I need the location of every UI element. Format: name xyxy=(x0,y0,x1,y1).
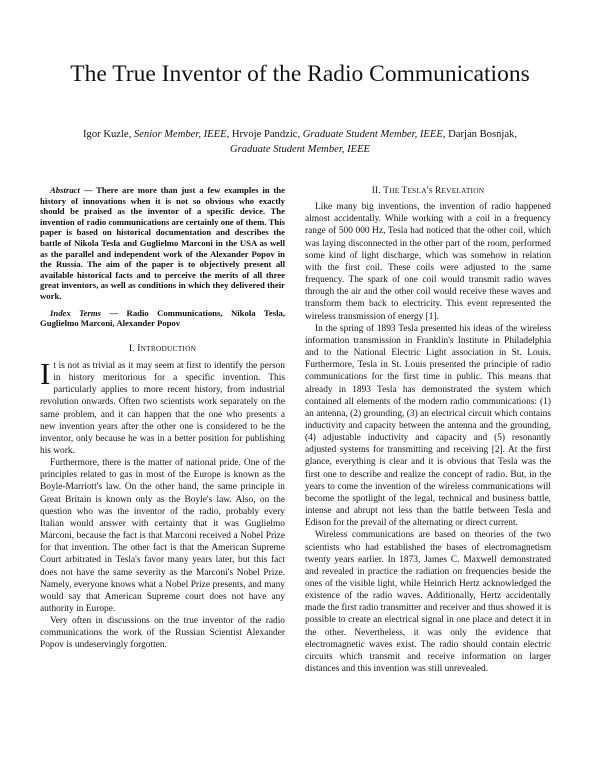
section-heading-introduction: I. INTRODUCTION xyxy=(128,343,197,354)
author-affiliation: Graduate Student Member, IEEE xyxy=(229,143,371,155)
author-affiliation: Graduate Student Member, IEEE xyxy=(302,129,443,140)
intro-paragraph-2: Furthermore, there is the matter of national pride. One of the principles related to gas in most of the Europe is known as the Boyle-Marriott's law. On the other hand, the same principle in Great Britain is known only as the Boyle's law. Also, on the question who was the inventor of the radio, probably every Italian would answer with certainty that it was Guglielmo Marconi, because the fact is that Marconi received a Nobel Prize for that invention. The other fact is that the American Supreme Court arbitrated in Tesla's favor many years later, but this fact does not have the same severity as the Marconi's Nobel Prize. Namely, everyone knows what a Nobel Prize presents, and many would say that American Supreme court does not have any authority in Europe. xyxy=(40,458,285,614)
drop-cap: I xyxy=(40,355,51,391)
index-terms-label: Index Terms xyxy=(50,307,102,318)
index-terms-text: — Radio Communications, Nikola Tesla, Guglielmo Marconi, Alexander Popov xyxy=(40,307,285,329)
author-name-pandzic: , Hrvoje Pandzic, xyxy=(226,129,303,140)
right-column xyxy=(305,185,551,675)
abstract-text: — There are more than just a few examples in the history of innovations when it is not so obvious who exactly should be praised as the inventor of a specific device. The invention of radio communications are certainly one of them. This paper is based on historical documentation and describes the battle of Nikola Tesla and Guglielmo Marconi in the USA as well as the parallel and independent work of the Alexander Popov in the Russia. The aim of the paper is to objectively present all available historical facts and to perceive the merits of all three great inventors, as well as conditions in which they delivered their work. xyxy=(40,185,285,301)
left-column xyxy=(40,185,285,652)
author-name-kuzle: Igor Kuzle, xyxy=(83,129,134,140)
author-list xyxy=(70,128,530,157)
author-affiliation: Senior Member, IEEE xyxy=(133,129,227,140)
abstract xyxy=(40,185,285,302)
tesla-paragraph-2: In the spring of 1893 Tesla presented his ideas of the wireless information transmission in Franklin's Institute in Philadelphia and to the National Electric Light association in St. Louis. Furthermore, Tesla in St. Louis presented the principle of radio communications for the first time in public. This means that already in 1893 Tesla has demonstrated the system which contained all elements of the modern radio communications: (1) an antenna, (2) grounding, (3) an electrical circuit which contains inductivity and capacity between the antenna and the grounding, (4) adjustable inductivity and capacity and (5) resonantly adjusted systems for transmitting and receiving [2]. At the first glance, everything is clear and it is obvious that Tesla was the first one to describe and realize the concept of radio. But, in the years to come the invention of the wireless communications will become the spotlight of the legal, technical and business battle, intense and abrupt not less than the battle between Tesla and Edison for the prevail of the alternating or direct current. xyxy=(305,323,551,529)
author-name-bosnjak: , Darjan Bosnjak, xyxy=(442,129,517,140)
tesla-paragraph-1: Like many big inventions, the invention of radio happened almost accidentally. While working with a coil in a frequency range of 500 000 Hz, Tesla had noticed that the other coil, which was laying disconnected in the other part of the room, performed some kind of light discharge, which was somehow in relation with the first coil. These coils were adjusted to the same frequency. The spark of one coil would transmit radio waves through the air and the other coil would receive these waves and transform them back to electricity. This event represented the wireless transmission of energy [1]. xyxy=(305,202,551,322)
tesla-paragraph-3: Wireless communications are based on theories of the two scientists who had established the bases of electromagnetism twenty years earlier. In 1873, James C. Maxwell demonstrated and revealed in practice the radiation on frequencies beside the ones of the visible light, while Heinrich Hertz acknowledged the existence of the radio waves. Additionally, Hertz accidentally made the first radio transmitter and receiver and thus showed it is possible to create an electrical signal in one place and detect it in the other. Nevertheless, it was only the evidence that electromagnetic waves exist. The radio should contain electric circuits which transmit and receive information on larger distances and this invention was still unrevealed. xyxy=(305,530,551,675)
paper-title: The True Inventor of the Radio Communications xyxy=(70,61,530,87)
index-terms xyxy=(40,308,285,329)
abstract-label: Abstract xyxy=(50,185,80,195)
section-heading-tesla-revelation: II. THE TESLA'S REVELATION xyxy=(371,186,485,196)
intro-paragraph-3: Very often in discussions on the true inventor of the radio communications the work of the Russian Scientist Alexander Popov is undeservingly forgotten. xyxy=(40,616,285,651)
intro-paragraph-1: It is not as trivial as it may seem at first to identify the person in history meritorious for a specific invention. This particularly applies to more recent history, from industrial revolution onwards. Often two scientists work separately on the same problem, and it can happen that the one who presents a new invention years after the other one is considered to be the inventor, only because he was in a better position for publishing his work. xyxy=(40,355,285,456)
